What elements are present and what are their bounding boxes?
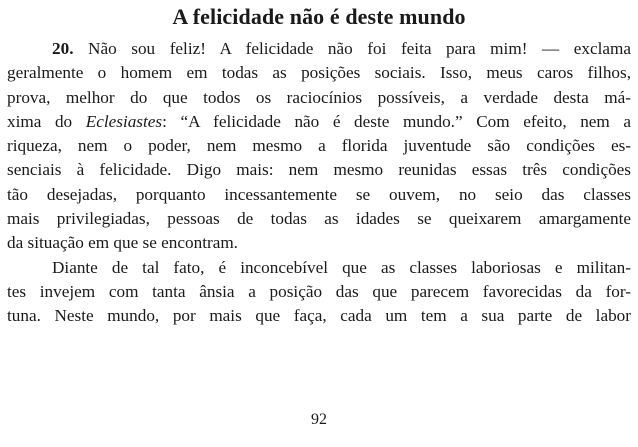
text-line: geralmente o homem em todas as posições sociais. Isso, meus caros filhos,	[7, 63, 631, 83]
text-line: da situação em que se encontram.	[7, 233, 238, 253]
text-line: prova, melhor do que todos os raciocínios possíveis, a verdade desta má-	[7, 87, 631, 107]
text-line: tão desejadas, porquanto incessantemente se ouvem, no seio das classes	[7, 184, 631, 204]
text-line: 20. Não sou feliz! A felicidade não foi feita para mim! — exclama	[52, 39, 631, 58]
body-text	[7, 37, 631, 329]
text-line: senciais à felicidade. Digo mais: nem mesmo reunidas essas três condições	[7, 160, 631, 180]
page-title: A felicidade não é deste mundo	[172, 4, 466, 29]
paragraph-number: 20.	[52, 39, 74, 58]
book-reference: Eclesiastes	[85, 111, 163, 131]
text-line: xima do Eclesiastes: “A felicidade não é deste mundo.” Com efeito, nem a	[7, 111, 631, 131]
text-line: riqueza, nem o poder, nem mesmo a florida juventude são condições es-	[7, 136, 631, 156]
text-line: Diante de tal fato, é inconcebível que as classes laboriosas e militan-	[52, 257, 631, 277]
text-line: tuna. Neste mundo, por mais que faça, cada um tem a sua parte de labor	[7, 306, 631, 326]
page-number: 92	[311, 411, 327, 428]
text-line: tes invejem com tanta ânsia a posição das que parecem favorecidas da for-	[7, 281, 631, 301]
text-line: mais privilegiadas, pessoas de todas as idades se queixarem amargamente	[7, 209, 631, 229]
